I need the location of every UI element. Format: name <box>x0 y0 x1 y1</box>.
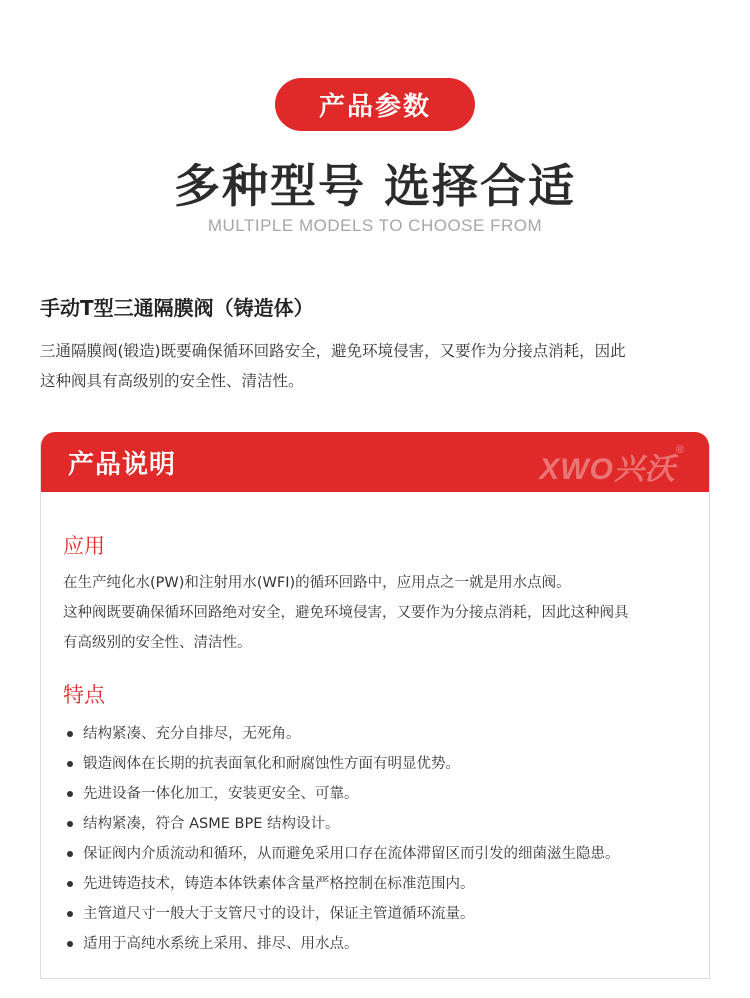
features-heading: 特点 <box>63 683 105 707</box>
bullet-icon <box>67 911 73 917</box>
page-title: 多种型号 选择合适 <box>173 159 576 213</box>
feature-text: 适用于高纯水系统上采用、排尽、用水点。 <box>83 936 359 952</box>
feature-text: 结构紧凑、充分自排尽，无死角。 <box>83 726 301 742</box>
bullet-icon <box>67 821 73 827</box>
card-title: 产品说明 <box>68 450 177 480</box>
section-pill <box>275 78 475 131</box>
application-line: 这种阀既要确保循环回路绝对安全，避免环境侵害，又要作为分接点消耗，因此这种阀具 <box>63 605 629 621</box>
list-item <box>63 719 620 749</box>
features-list <box>63 719 620 959</box>
product-info-card <box>40 432 710 979</box>
list-item <box>63 779 620 809</box>
brand-logo-text: XWO兴沃 <box>539 453 676 486</box>
registered-mark: ® <box>675 444 685 456</box>
product-description-line: 三通隔膜阀(锻造)既要确保循环回路安全，避免环境侵害，又要作为分接点消耗，因此 <box>40 342 626 360</box>
bullet-icon <box>67 941 73 947</box>
feature-text: 锻造阀体在长期的抗表面氧化和耐腐蚀性方面有明显优势。 <box>83 756 460 772</box>
bullet-icon <box>67 881 73 887</box>
list-item <box>63 869 620 899</box>
feature-text: 主管道尺寸一般大于支管尺寸的设计，保证主管道循环流量。 <box>83 906 475 922</box>
application-heading: 应用 <box>63 534 105 558</box>
page-subtitle: MULTIPLE MODELS TO CHOOSE FROM <box>207 216 543 235</box>
application-text <box>63 568 693 658</box>
product-description-line: 这种阀具有高级别的安全性、清洁性。 <box>40 372 304 390</box>
list-item <box>63 839 620 869</box>
feature-text: 结构紧凑，符合 ASME BPE 结构设计。 <box>83 816 340 832</box>
section-pill-label: 产品参数 <box>318 92 431 122</box>
application-line: 有高级别的安全性、清洁性。 <box>63 635 252 651</box>
bullet-icon <box>67 851 73 857</box>
list-item <box>63 809 620 839</box>
bullet-icon <box>67 761 73 767</box>
list-item <box>63 929 620 959</box>
product-name: 手动T型三通隔膜阀（铸造体） <box>40 296 314 320</box>
bullet-icon <box>67 731 73 737</box>
brand-logo <box>539 444 685 488</box>
list-item <box>63 749 620 779</box>
feature-text: 保证阀内介质流动和循环，从而避免采用口存在流体滞留区而引发的细菌滋生隐患。 <box>83 846 620 862</box>
bullet-icon <box>67 791 73 797</box>
feature-text: 先进铸造技术，铸造本体铁素体含量严格控制在标准范围内。 <box>83 876 475 892</box>
application-line: 在生产纯化水(PW)和注射用水(WFI)的循环回路中，应用点之一就是用水点阀。 <box>63 575 571 591</box>
feature-text: 先进设备一体化加工，安装更安全、可靠。 <box>83 786 359 802</box>
product-description <box>40 336 730 396</box>
card-header <box>41 432 709 492</box>
list-item <box>63 899 620 929</box>
